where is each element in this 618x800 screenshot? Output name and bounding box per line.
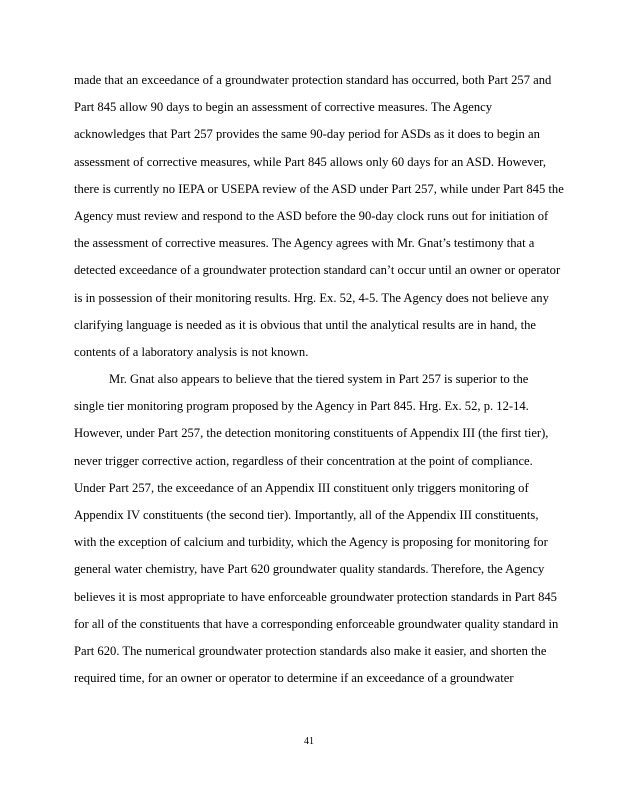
text-line: However, under Part 257, the detection monitoring constituents of Appendix III (the first tier),	[74, 426, 549, 441]
text-line: Part 845 allow 90 days to begin an assessment of corrective measures. The Agency	[74, 100, 493, 115]
text-line: clarifying language is needed as it is obvious that until the analytical results are in hand, the	[74, 317, 536, 332]
text-line: made that an exceedance of a groundwater protection standard has occurred, both Part 257 and	[74, 73, 552, 87]
text-line: believes it is most appropriate to have enforceable groundwater protection standards in Part 845	[74, 589, 557, 604]
text-line: Part 620. The numerical groundwater protection standards also make it easier, and shorten the	[74, 643, 547, 658]
text-line: acknowledges that Part 257 provides the same 90-day period for ASDs as it does to begin an	[74, 127, 540, 142]
text-line: never trigger corrective action, regardless of their concentration at the point of compliance.	[74, 453, 533, 468]
text-line: assessment of corrective measures, while Part 845 allows only 60 days for an ASD. However,	[74, 154, 547, 169]
paragraph-first-line: Mr. Gnat also appears to believe that the tiered system in Part 257 is superior to the	[109, 372, 529, 387]
text-line: contents of a laboratory analysis is not known.	[74, 344, 309, 359]
page-number: 41	[304, 736, 314, 747]
text-line: Appendix IV constituents (the second tier). Importantly, all of the Appendix III constituents,	[74, 508, 539, 522]
text-line: detected exceedance of a groundwater protection standard can’t occur until an owner or operator	[74, 263, 561, 278]
text-line: for all of the constituents that have a corresponding enforceable groundwater quality standard in	[74, 616, 559, 631]
text-line: Agency must review and respond to the ASD before the 90-day clock runs out for initiation of	[74, 208, 549, 223]
text-line: with the exception of calcium and turbidity, which the Agency is proposing for monitoring for	[74, 535, 548, 550]
text-line: is in possession of their monitoring results. Hrg. Ex. 52, 4-5. The Agency does not believe any	[74, 290, 549, 305]
text-line: there is currently no IEPA or USEPA review of the ASD under Part 257, while under Part 845 the	[74, 181, 564, 196]
text-line: the assessment of corrective measures. The Agency agrees with Mr. Gnat’s testimony that a	[74, 236, 535, 251]
text-line: single tier monitoring program proposed by the Agency in Part 845. Hrg. Ex. 52, p. 12-14.	[74, 399, 529, 414]
text-line: required time, for an owner or operator to determine if an exceedance of a groundwater	[74, 671, 514, 686]
text-line: general water chemistry, have Part 620 groundwater quality standards. Therefore, the Agency	[74, 562, 545, 577]
text-line: Under Part 257, the exceedance of an Appendix III constituent only triggers monitoring of	[74, 480, 529, 495]
body-text	[74, 67, 598, 692]
